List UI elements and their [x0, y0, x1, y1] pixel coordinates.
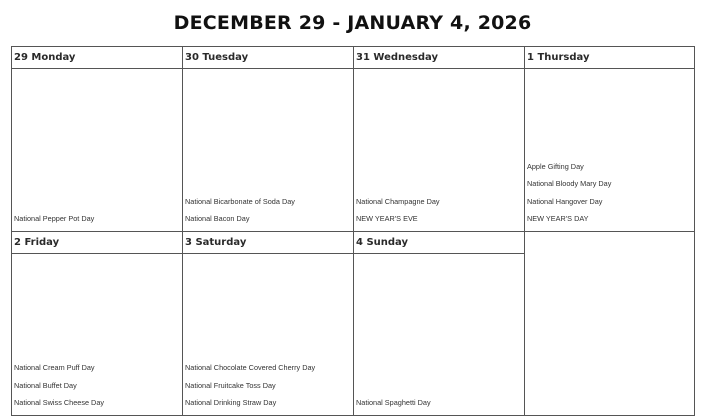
- day-header: 2 Friday: [12, 232, 182, 254]
- day-header: 1 Thursday: [525, 47, 694, 69]
- day-header: 4 Sunday: [354, 232, 524, 254]
- event-item: National Bacon Day: [185, 214, 250, 224]
- day-cell[interactable]: [353, 46, 525, 232]
- day-header: 30 Tuesday: [183, 47, 353, 69]
- event-list: [356, 196, 522, 231]
- event-item: National Swiss Cheese Day: [14, 398, 105, 408]
- event-item: National Fruitcake Toss Day: [185, 380, 276, 390]
- event-list: [185, 196, 351, 231]
- event-item: National Chocolate Covered Cherry Day: [185, 363, 316, 373]
- event-list: [14, 213, 180, 231]
- event-list: [527, 161, 692, 231]
- event-list: [185, 362, 351, 415]
- day-cell[interactable]: [11, 46, 183, 232]
- day-cell[interactable]: [353, 231, 525, 416]
- event-item: National Pepper Pot Day: [14, 214, 95, 224]
- event-item: NEW YEAR'S DAY: [527, 214, 589, 224]
- event-item: Apple Gifting Day: [527, 161, 584, 171]
- event-item: National Cream Puff Day: [14, 363, 95, 373]
- day-header: 29 Monday: [12, 47, 182, 69]
- event-item: National Spaghetti Day: [356, 398, 431, 408]
- day-header: 3 Saturday: [183, 232, 353, 254]
- day-cell[interactable]: [182, 46, 354, 232]
- event-item: National Hangover Day: [527, 196, 603, 206]
- event-item: National Buffet Day: [14, 380, 77, 390]
- event-item: NEW YEAR'S EVE: [356, 214, 418, 224]
- day-cell[interactable]: [524, 46, 695, 232]
- event-list: [14, 362, 180, 415]
- event-item: National Champagne Day: [356, 196, 440, 206]
- event-list: [356, 397, 522, 415]
- empty-cell: [524, 231, 695, 416]
- day-cell[interactable]: [182, 231, 354, 416]
- page-title: DECEMBER 29 - JANUARY 4, 2026: [173, 12, 532, 34]
- day-cell[interactable]: [11, 231, 183, 416]
- event-item: National Bicarbonate of Soda Day: [185, 196, 295, 206]
- day-header: 31 Wednesday: [354, 47, 524, 69]
- calendar-grid: [11, 46, 695, 416]
- event-item: National Bloody Mary Day: [527, 179, 612, 189]
- event-item: National Drinking Straw Day: [185, 398, 277, 408]
